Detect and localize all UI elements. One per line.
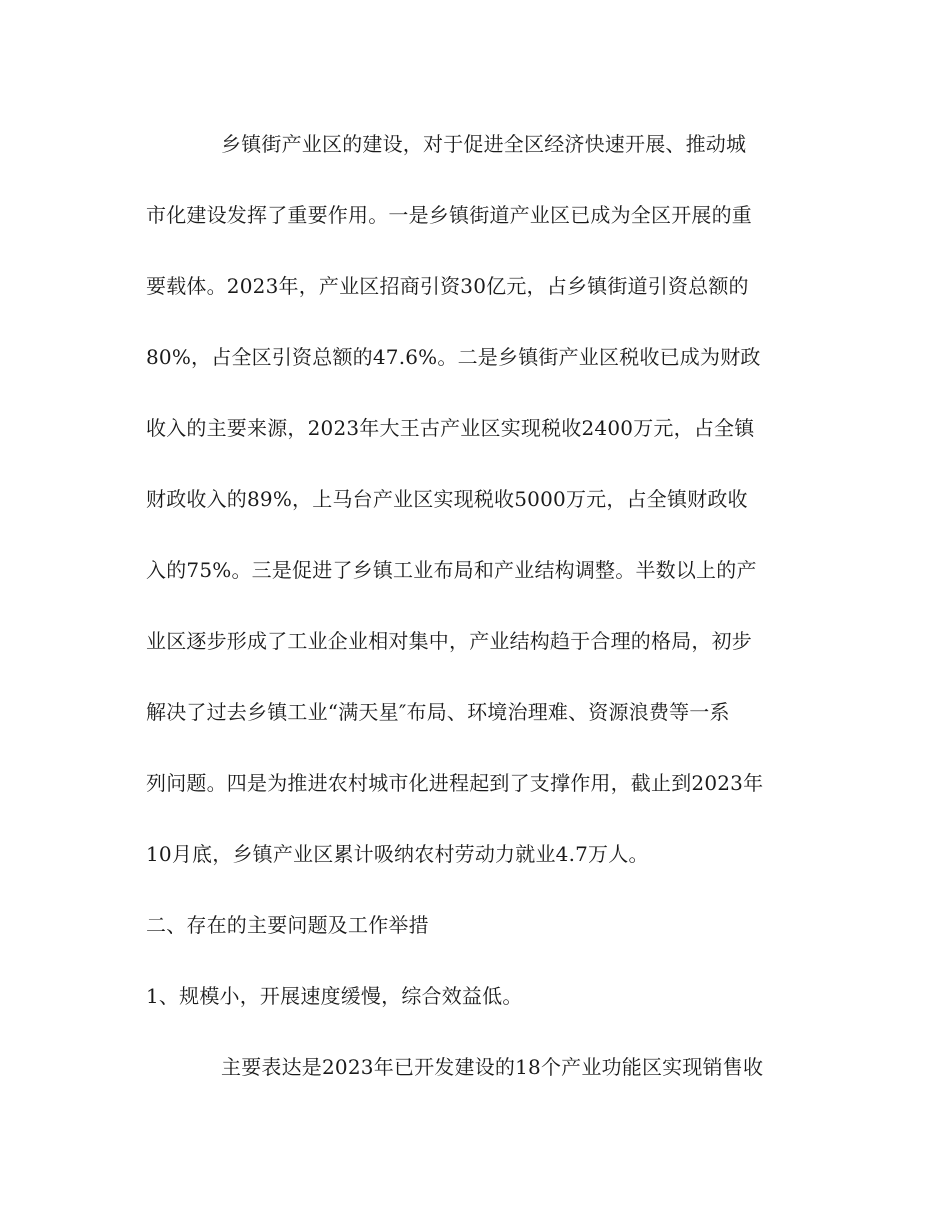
paragraph-line: 主要表达是2023年已开发建设的18个产业功能区实现销售收 bbox=[221, 1055, 764, 1079]
paragraph-line: 入的75%。三是促进了乡镇工业布局和产业结构调整。半数以上的产 bbox=[146, 558, 757, 582]
paragraph-line: 市化建设发挥了重要作用。一是乡镇街道产业区已成为全区开展的重 bbox=[146, 203, 752, 227]
paragraph-line: 财政收入的89%，上马台产业区实现税收5000万元，占全镇财政收 bbox=[146, 487, 748, 511]
paragraph-line: 乡镇街产业区的建设，对于促进全区经济快速开展、推动城 bbox=[221, 132, 747, 156]
paragraph-line: 收入的主要来源，2023年大王古产业区实现税收2400万元，占全镇 bbox=[146, 416, 755, 440]
section-heading: 二、存在的主要问题及工作举措 bbox=[146, 913, 429, 937]
paragraph-line: 解决了过去乡镇工业“满天星″布局、环境治理难、资源浪费等一系 bbox=[146, 700, 730, 724]
paragraph-line: 80%，占全区引资总额的47.6%。二是乡镇街产业区税收已成为财政 bbox=[146, 345, 761, 369]
subsection-heading: 1、规模小，开展速度缓慢，综合效益低。 bbox=[146, 984, 523, 1008]
paragraph-line: 列问题。四是为推进农村城市化进程起到了支撑作用，截止到2023年 bbox=[146, 771, 764, 795]
paragraph-line: 10月底，乡镇产业区累计吸纳农村劳动力就业4.7万人。 bbox=[146, 842, 649, 866]
paragraph-line: 业区逐步形成了工业企业相对集中，产业结构趋于合理的格局，初步 bbox=[146, 629, 752, 653]
paragraph-line: 要载体。2023年，产业区招商引资30亿元，占乡镇街道引资总额的 bbox=[146, 274, 749, 298]
